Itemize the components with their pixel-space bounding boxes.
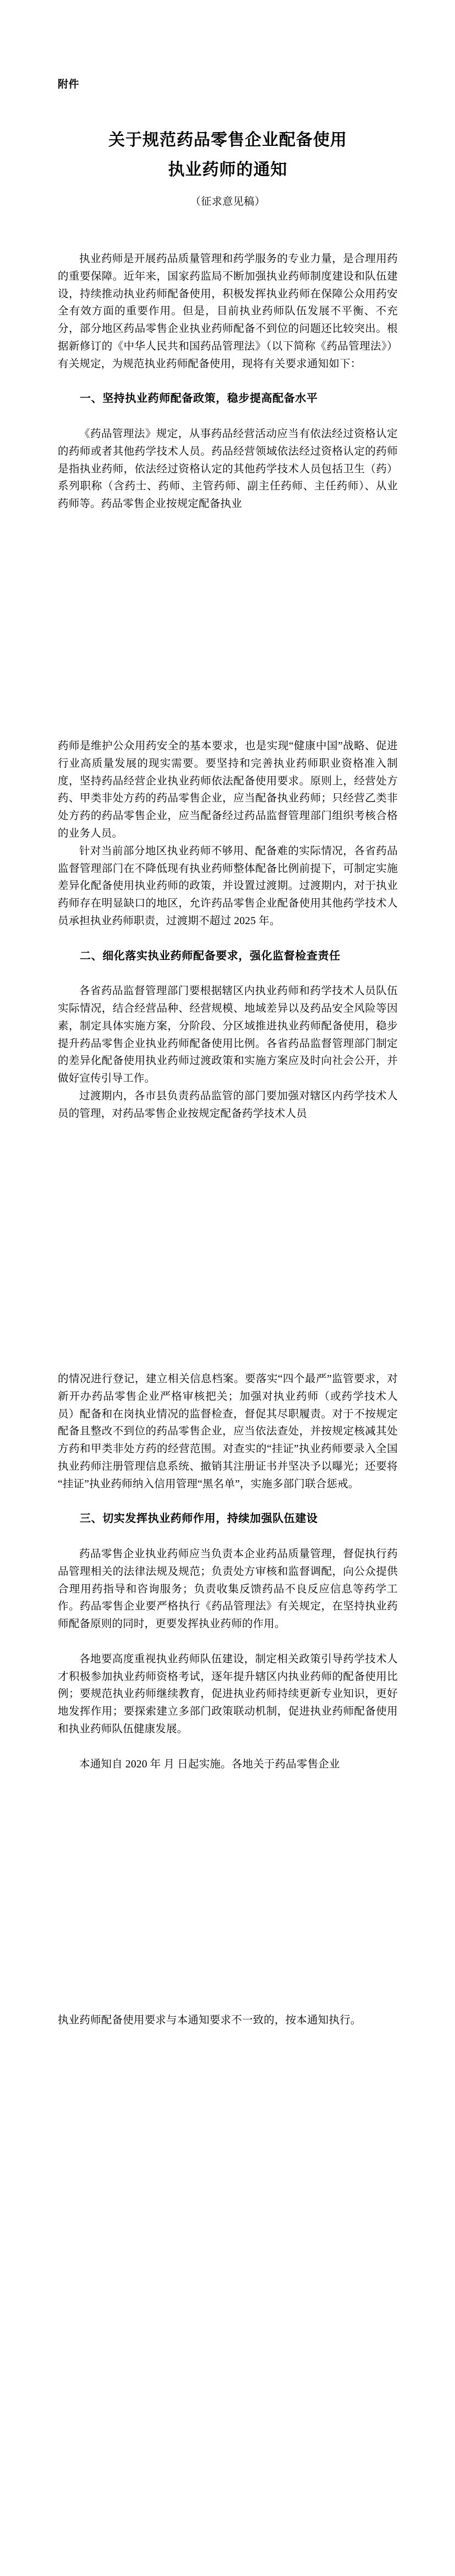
intro-paragraph: 执业药师是开展药品质量管理和药学服务的专业力量，是合理用药的重要保障。近年来，国家药监局不断加强执业药师制度建设和队伍建设，持续推动执业药师配备使用，积极发挥执业药师在保障公众用药安全有效方面的重要作用。但是，目前执业药师队伍发展不平衡、不充分，部分地区药品零售企业执业药师配备不到位的问题还比较突出。根据新修订的《中华人民共和国药品管理法》（以下简称《药品管理法》）有关规定，为规范执业药师配备使用，现将有关要求通知如下： (58, 253, 398, 370)
page-4-body (58, 2012, 398, 2029)
section-heading-1: 一、坚持执业药师配备政策，稳步提高配备水平 (80, 392, 318, 405)
page-title (58, 125, 398, 185)
section-1-paragraph-2: 针对当前部分地区执业药师不够用、配备难的实际情况，各省药品监督管理部门在不降低现有执业药师整体配备比例前提下，可制定实施差异化配备使用执业药师的政策，并设置过渡期。过渡期内，对于执业药师存在明显缺口的地区，允许药品零售企业配备使用其他药学技术人员承担执业药师职责，过渡期不超过 2025 年。 (58, 845, 398, 927)
page-title-line-1: 关于规范药品零售企业配备使用 (108, 131, 347, 149)
spacer (58, 930, 398, 948)
spacer (58, 1493, 398, 1511)
section-1-paragraph-1-continued: 药师是维护公众用药安全的基本要求，也是实现“健康中国”战略、促进行业高质量发展的现实需要。要坚持和完善执业药师职业资格准入制度，坚持药品经营企业执业药师依法配备使用要求。原则上，经营处方药、甲类非处方药的药品零售企业，应当配备执业药师；只经营乙类非处方药的药品零售企业，应当配备经过药品监督管理部门组织考核合格的业务人员。 (58, 740, 398, 839)
section-3-paragraph-1: 药品零售企业执业药师应当负责本企业药品质量管理，督促执行药品管理相关的法律法规及规范；负责处方审核和监督调配，向公众提供合理用药指导和咨询服务；负责收集反馈药品不良反应信息等药学工作。药品零售企业要严格执行《药品管理法》有关规定，在坚持执业药师配备原则的同时，更要发挥执业药师的作用。 (58, 1548, 398, 1630)
effective-date-paragraph: 本通知自 2020 年 月 日起实施。各地关于药品零售企业 (79, 1758, 340, 1770)
attachment-label: 附件 (58, 79, 80, 90)
section-heading-3: 三、切实发挥执业药师作用，持续加强队伍建设 (80, 1513, 318, 1525)
document-page-3 (0, 1205, 455, 1882)
spacer (58, 408, 398, 425)
page-subtitle: （征求意见稿） (190, 196, 266, 208)
document-page-1 (0, 0, 455, 570)
section-heading-2: 二、细化落实执业药师配备要求，强化监督检查责任 (80, 949, 341, 962)
section-2-paragraph-2: 过渡期内，各市县负责药品监管的部门要加强对辖区内药学技术人员的管理，对药品零售企业按规定配备药学技术人员 (58, 1090, 398, 1120)
page-3-body (58, 1371, 398, 1773)
page-2-body (58, 738, 398, 1123)
section-2-paragraph-2-continued: 的情况进行登记，建立相关信息档案。要落实“四个最严”监管要求，对新开办药品零售企业严格审核把关；加强对执业药师（或药学技术人员）配备和在岗执业情况的监督检查，督促其尽职履责。对于不按规定配备且整改不到位的药品零售企业，应当依法查处，并按规定核减其处方药和甲类非处方药的经营范围。对查实的“挂证”执业药师要录入全国执业药师注册管理信息系统、撤销其注册证书并坚决予以曝光；还要将“挂证”执业药师纳入信用管理“黑名单”，实施多部门联合惩戒。 (58, 1373, 398, 1490)
spacer (58, 1528, 398, 1546)
page-title-line-2: 执业药师的通知 (168, 161, 288, 179)
document-page-4 (0, 1882, 455, 2576)
section-2-paragraph-1: 各省药品监督管理部门要根据辖区内执业药师和药学技术人员队伍实际情况，结合经营品种、经营规模、地域差异以及药品安全风险等因素，制定具体实施方案，分阶段、分区域推进执业药师配备使用，稳步提升药品零售企业执业药师配备使用比例。各省药品监督管理部门制定的差异化配备使用执业药师过渡政策和实施方案应及时向社会公开，并做好宣传引导工作。 (58, 985, 398, 1085)
spacer (58, 1738, 398, 1756)
spacer (58, 965, 398, 983)
document-page-2 (0, 570, 455, 1205)
page-1-body (58, 250, 398, 513)
spacer (58, 373, 398, 391)
section-3-paragraph-2: 各地要高度重视执业药师队伍建设，制定相关政策引导药学技术人才积极参加执业药师资格考试，逐年提升辖区内执业药师的配备使用比例；要规范执业药师继续教育，促进执业药师持续更新专业知识，更好地发挥作用；要探索建立多部门政策联动机制，促进执业药师配备使用和执业药师队伍健康发展。 (58, 1653, 398, 1735)
section-1-paragraph-1: 《药品管理法》规定，从事药品经营活动应当有依法经过资格认定的药师或者其他药学技术人员。药品经营领域依法经过资格认定的药师是指执业药师，依法经过资格认定的其他药学技术人员包括卫生（药）系列职称（含药士、药师、主管药师、副主任药师、主任药师）、从业药师等。药品零售企业按规定配备执业 (58, 428, 398, 510)
spacer (58, 1633, 398, 1651)
effective-date-paragraph-continued: 执业药师配备使用要求与本通知要求不一致的，按本通知执行。 (58, 2015, 361, 2026)
